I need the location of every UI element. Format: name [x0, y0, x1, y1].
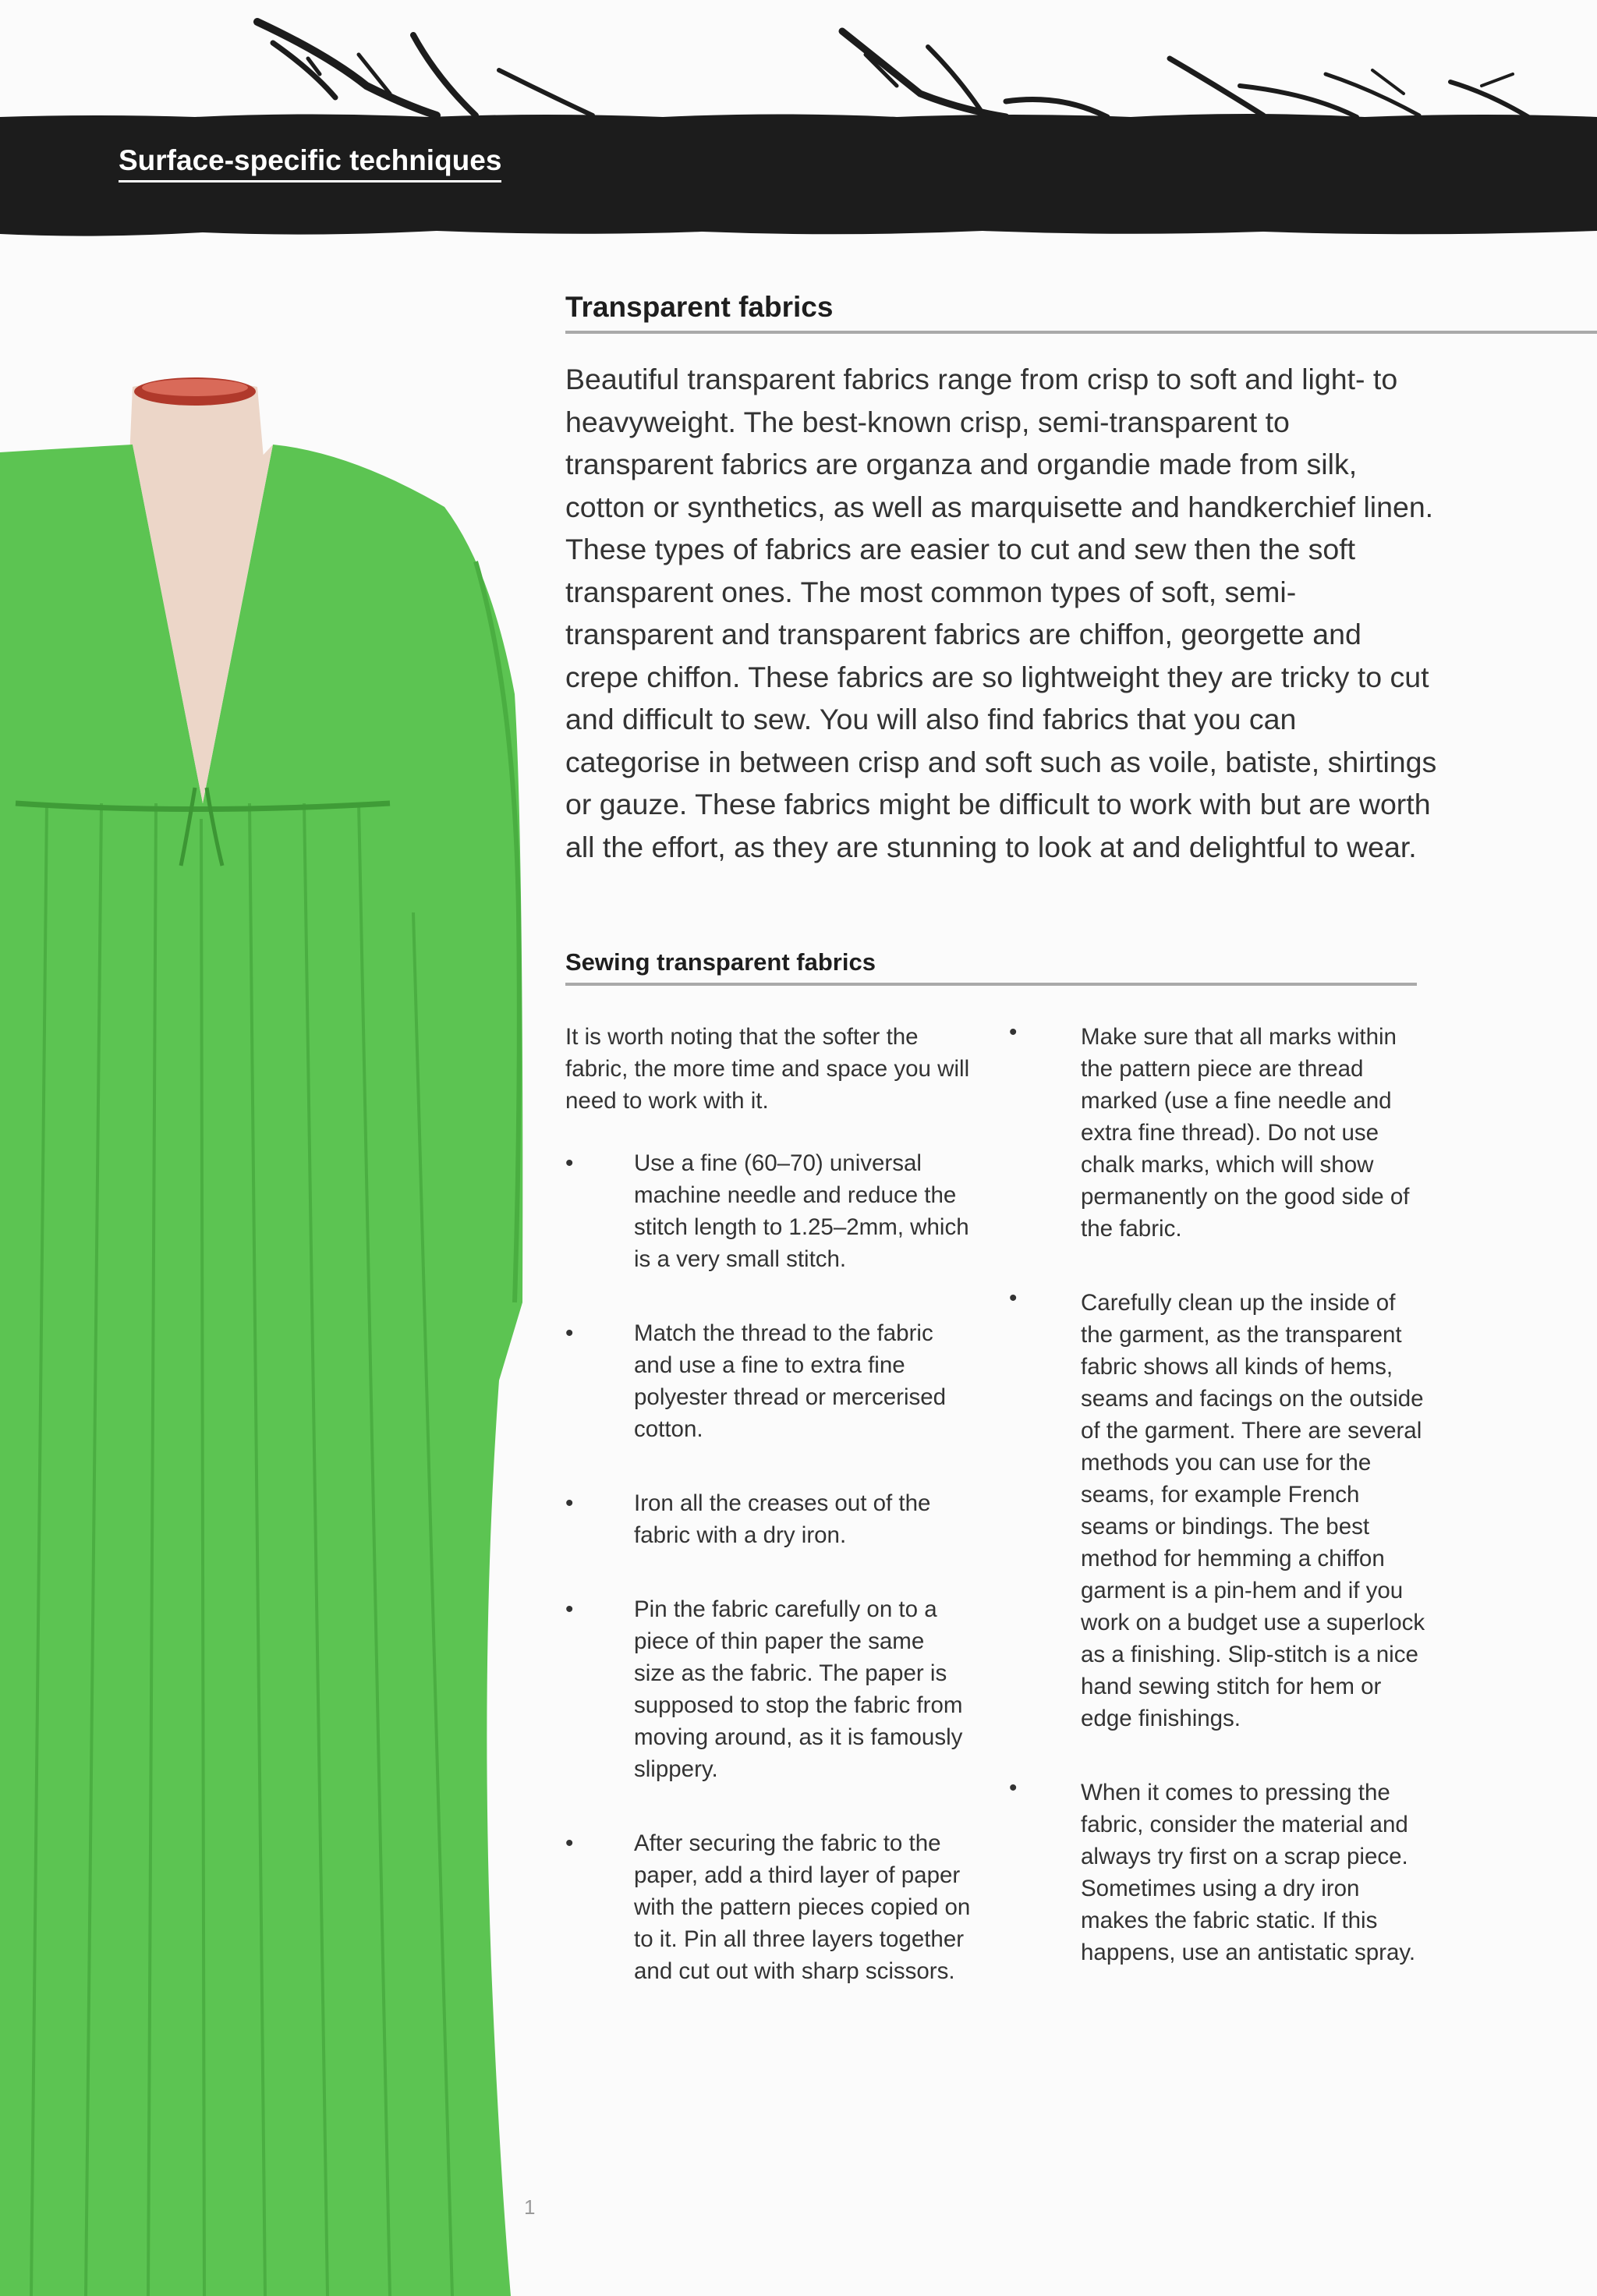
green-dress-image — [0, 367, 538, 2296]
list-item — [565, 1487, 971, 1551]
section-heading: Transparent fabrics — [565, 290, 1597, 334]
list-item — [565, 1827, 971, 1987]
list-item-text: Use a fine (60–70) universal machine needle and reduce the stitch length to 1.25–2mm, which is a very small stitch. — [634, 1150, 969, 1272]
bullet-icon: • — [565, 1596, 574, 1622]
bullet-icon: • — [1009, 1285, 1018, 1311]
right-column — [1009, 1021, 1430, 2011]
list-item-text: Iron all the creases out of the fabric with a dry iron. — [634, 1490, 931, 1548]
subsection-heading: Sewing transparent fabrics — [565, 948, 1417, 986]
bullet-icon: • — [565, 1830, 574, 1856]
list-item — [1009, 1777, 1430, 1968]
section-title: Surface-specific techniques — [119, 145, 501, 182]
list-item — [565, 1593, 971, 1785]
list-item-text: Match the thread to the fabric and use a fine to extra fine polyester thread or mercerised cotton. — [634, 1320, 947, 1442]
list-item-text: Make sure that all marks within the pattern piece are thread marked (use a fine needle and extra fine thread). Do not use chalk marks, which will show permanently on the good side of the fabric. — [1081, 1024, 1410, 1242]
list-item-text: When it comes to pressing the fabric, consider the material and always try first on a scrap piece. Sometimes using a dry iron makes the fabric static. If this happens, use an antistatic spray. — [1081, 1780, 1416, 1965]
right-bullet-list — [1009, 1021, 1430, 1968]
bullet-icon: • — [565, 1150, 574, 1176]
bullet-icon: • — [565, 1320, 574, 1346]
list-item — [1009, 1021, 1430, 1245]
list-item-text: After securing the fabric to the paper, add a third layer of paper with the pattern pieces copied on to it. Pin all three layers together and cut out with sharp scissors. — [634, 1830, 971, 1984]
page-number: 1 — [524, 2195, 536, 2219]
list-item-text: Pin the fabric carefully on to a piece of thin paper the same size as the fabric. The paper is supposed to stop the fabric from moving around, as it is famously slippery. — [634, 1596, 963, 1782]
list-item — [1009, 1287, 1430, 1734]
bullet-icon: • — [1009, 1775, 1018, 1801]
left-column — [565, 1021, 971, 2029]
list-item — [565, 1147, 971, 1275]
left-bullet-list — [565, 1147, 971, 1987]
bullet-icon: • — [1009, 1019, 1018, 1045]
intro-paragraph: Beautiful transparent fabrics range from crisp to soft and light- to heavyweight. The best-known crisp, semi-transparent to transparent fabrics are organza and organdie made from silk, cotton or synthetics, as well as marquisette and handkerchief linen. These types of fabrics are easier to cut and sew then the soft transparent ones. The most common types of soft, semi-transparent and transparent fabrics are chiffon, georgette and crepe chiffon. These fabrics are so lightweight they are tricky to cut and difficult to sew. You will also find fabrics that you can categorise in between crisp and soft such as voile, batiste, shirtings or gauze. These fabrics might be difficult to work with but are worth all the effort, as they are stunning to look at and delightful to wear. — [565, 363, 1437, 863]
lead-paragraph: It is worth noting that the softer the fabric, the more time and space you will need to work with it. — [565, 1024, 970, 1114]
header-branch-banner — [0, 0, 1597, 250]
bullet-icon: • — [565, 1490, 574, 1516]
list-item-text: Carefully clean up the inside of the garment, as the transparent fabric shows all kinds of hems, seams and facings on the outside of the garment. There are several methods you can use for the seams, for example French seams or bindings. The best method for hemming a chiffon garment is a pin-hem and if you work on a budget use a superlock as a finishing. Slip-stitch is a nice hand sewing stitch for hem or edge finishings. — [1081, 1290, 1425, 1731]
list-item — [565, 1317, 971, 1445]
